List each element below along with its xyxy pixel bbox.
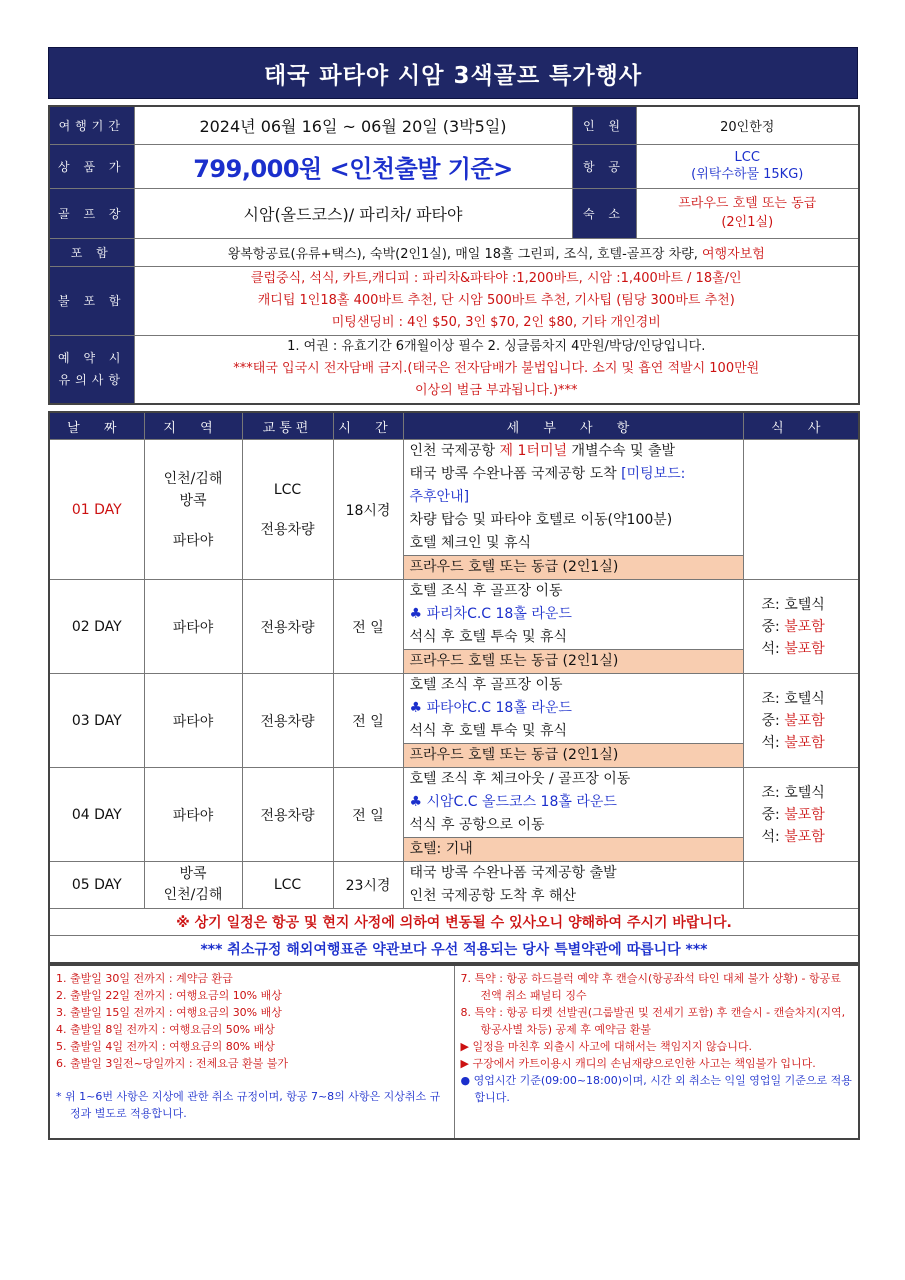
meal-lunch-label: 중: [761,712,785,729]
detail-text: 인천 국제공항 [409,443,500,459]
people-label: 인 원 [572,106,636,144]
day-unit: DAY [94,806,122,823]
region: 인천/김해 [163,887,223,903]
product-price: 799,000원 <인천출발 기준> [134,144,572,188]
day-unit: DAY [94,877,122,893]
document [48,47,858,1140]
people-count: 20인한정 [636,106,859,144]
region: 방콕 [179,492,207,509]
region: 파타야 [172,532,214,549]
cancel-rule: 4. 출발일 8일 전까지 : 여행요금의 50% 배상 [56,1023,275,1036]
meal-breakfast: 조: 호텔식 [761,690,825,707]
day-number: 03 [71,712,90,729]
include-text: 왕복항공료(유류+택스), 숙박(2인1실), 매일 18홀 그린피, 조식, 호텔-골프장 차량, [227,246,702,262]
detail-text: 태국 방콕 수완나폼 국제공항 출발 [409,865,617,881]
header-meal: 식 사 [743,412,859,440]
special-rule: 8. 특약 : 항공 티켓 선발권(그룹발권 및 전세기 포함) 후 캔슬시 - 캔슬차지(지역, 항공사별 차등) 공제 후 예약금 환불 [460,1006,846,1036]
special-rule: 7. 특약 : 항공 하드블럭 예약 후 캔슬시(항공좌석 타인 대체 불가 상황) - 항공료 전액 취소 패널티 징수 [460,972,841,1002]
detail-text: 석식 후 호텔 투숙 및 휴식 [409,629,567,645]
day-row-5 [49,862,859,909]
meal-dinner: 불포함 [784,640,825,657]
golf-courses: 시암(올드코스)/ 파리차/ 파타야 [134,188,572,238]
day-unit: DAY [94,501,122,518]
meal-dinner-label: 석: [761,828,785,845]
detail-text: 석식 후 공항으로 이동 [409,817,545,833]
day-row-1 [49,440,859,580]
transport: LCC [242,862,333,909]
cancel-rule: 1. 출발일 30일 전까지 : 계약금 환급 [56,972,233,985]
detail-text: 호텔 조식 후 체크아웃 / 골프장 이동 [409,771,631,787]
meal-lunch: 불포함 [784,806,825,823]
schedule-note: ※ 상기 일정은 항공 및 현지 사정에 의하여 변동될 수 있사오니 양해하여 주시기 바랍니다. [49,909,859,936]
region: 인천/김해 [163,470,223,487]
detail-text: 호텔 체크인 및 휴식 [409,535,532,551]
cancel-policy-note: *** 취소규정 해외여행표준 약관보다 우선 적용되는 당사 특별약관에 따릅니다 *** [49,936,859,964]
meal-lunch-label: 중: [761,806,785,823]
exclude-label: 불 포 함 [49,266,134,335]
transport: LCC [273,481,302,498]
day-number: 05 [71,877,90,893]
meal-lunch-label: 중: [761,618,785,635]
cancel-rule: 3. 출발일 15일 전까지 : 여행요금의 30% 배상 [56,1006,282,1019]
meal-dinner-label: 석: [761,640,785,657]
region: 파타야 [144,580,242,674]
air-label: 항 공 [572,144,636,188]
day-row-2 [49,580,859,674]
detail-text: 차량 탑승 및 파타야 호텔로 이동(약100분) [409,512,673,528]
golf-round: ♣ 파타야C.C 18홀 라운드 [409,700,572,716]
meal-lunch: 불포함 [784,618,825,635]
region: 파타야 [144,768,242,862]
header-date: 날 짜 [49,412,144,440]
detail-text: 개별수속 및 출발 [567,443,676,459]
meeting-board-cont: 추후안내] [409,489,470,505]
airline: LCC [734,150,760,165]
meal-breakfast: 조: 호텔식 [761,784,825,801]
travel-period: 2024년 06월 16일 ~ 06월 20일 (3박5일) [134,106,572,144]
time: 전 일 [333,580,403,674]
detail-text: 인천 국제공항 도착 후 해산 [409,888,577,904]
hotel-info: 프라우드 호텔 또는 동급 (2인1실) [404,743,743,767]
meal-dinner: 불포함 [784,734,825,751]
exclude-line-1: 클럽중식, 석식, 카트,캐디피 : 파리차&파타야 :1,200바트, 시암 :1,400바트 / 18홀/인 [250,270,742,286]
region: 방콕 [179,866,207,882]
detail-text: 석식 후 호텔 투숙 및 휴식 [409,723,567,739]
cancel-rule: 6. 출발일 3일전~당일까지 : 전체요금 환불 불가 [56,1057,289,1070]
golf-round: ♣ 시암C.C 올드코스 18홀 라운드 [409,794,617,810]
day-number: 04 [71,806,90,823]
schedule-table [48,411,860,964]
day-number: 01 [71,501,90,518]
cancel-footnote: * 위 1~6번 사항은 지상에 관한 취소 규정이며, 항공 7~8의 사항은 지상취소 규정과 별도로 적용합니다. [56,1090,441,1120]
hotel-info: 프라우드 호텔 또는 동급 (2인1실) [404,649,743,673]
meal-breakfast: 조: 호텔식 [761,596,825,613]
include-insurance: 여행자보험 [702,246,765,262]
detail-text: 태국 방콕 수완나폼 국제공항 도착 [409,466,622,482]
cancel-table [48,964,860,1140]
hotel-info: 호텔: 기내 [404,837,743,861]
notice-item: ▶ 일정을 마친후 외출시 사고에 대해서는 책임지지 않습니다. [460,1040,752,1053]
detail-text: 호텔 조식 후 골프장 이동 [409,677,563,693]
transport: 전용차량 [242,768,333,862]
include-label: 포 함 [49,238,134,266]
day-number: 02 [71,618,90,635]
caution-line-1: 1. 여권 : 유효기간 6개월이상 필수 2. 싱글룸차지 4만원/박당/인당입니다. [287,339,706,355]
time: 18시경 [333,440,403,580]
price-label: 상 품 가 [49,144,134,188]
notice-item: ▶ 구장에서 카트이용시 캐디의 손님재량으로인한 사고는 책임불가 입니다. [460,1057,816,1070]
golf-label: 골 프 장 [49,188,134,238]
header-region: 지 역 [144,412,242,440]
header-transport: 교통편 [242,412,333,440]
caution-label-2: 유의사항 [58,373,125,388]
page-title: 태국 파타야 시암 3색골프 특가행사 [48,47,858,99]
day-unit: DAY [94,618,122,635]
header-detail: 세 부 사 항 [403,412,743,440]
detail-text: 호텔 조식 후 골프장 이동 [409,583,563,599]
time: 전 일 [333,674,403,768]
cancel-rule: 5. 출발일 4일 전까지 : 여행요금의 80% 배상 [56,1040,275,1053]
hotel-room: (2인1실) [721,215,774,230]
header-time: 시 간 [333,412,403,440]
meeting-board: [미팅보드: [621,466,686,482]
terminal: 제 1터미널 [499,443,568,459]
region: 파타야 [144,674,242,768]
time: 전 일 [333,768,403,862]
exclude-line-3: 미팅샌딩비 : 4인 $50, 3인 $70, 2인 $80, 기타 개인경비 [331,314,661,330]
hotel-name: 프라우드 호텔 또는 동급 [678,196,817,211]
caution-label-1: 예 약 시 [58,351,126,366]
cancel-rule: 2. 출발일 22일 전까지 : 여행요금의 10% 배상 [56,989,282,1002]
day-row-4 [49,768,859,862]
transport: 전용차량 [242,674,333,768]
transport: 전용차량 [260,521,315,538]
time: 23시경 [333,862,403,909]
exclude-line-2: 캐디팁 1인18홀 400바트 추천, 단 시암 500바트 추천, 기사팁 (팀당 300바트 추천) [257,292,735,308]
period-label: 여행기간 [49,106,134,144]
notice-item: ● 영업시간 기준(09:00~18:00)이며, 시간 외 취소는 익일 영업일 기준으로 적용합니다. [460,1074,852,1104]
transport: 전용차량 [242,580,333,674]
caution-line-2: ***태국 입국시 전자담배 금지.(태국은 전자담배가 불법입니다. 소지 및 흡연 적발시 100만원 [233,361,760,377]
day-row-3 [49,674,859,768]
meal-dinner: 불포함 [784,828,825,845]
meal-dinner-label: 석: [761,734,785,751]
hotel-info: 프라우드 호텔 또는 동급 (2인1실) [404,555,743,579]
caution-line-3: 이상의 벌금 부과됩니다.)*** [414,383,578,399]
day-unit: DAY [94,712,122,729]
golf-round: ♣ 파리차C.C 18홀 라운드 [409,606,572,622]
baggage: (위탁수하물 15KG) [691,167,804,182]
info-table [48,105,860,405]
meal-lunch: 불포함 [784,712,825,729]
hotel-label: 숙 소 [572,188,636,238]
